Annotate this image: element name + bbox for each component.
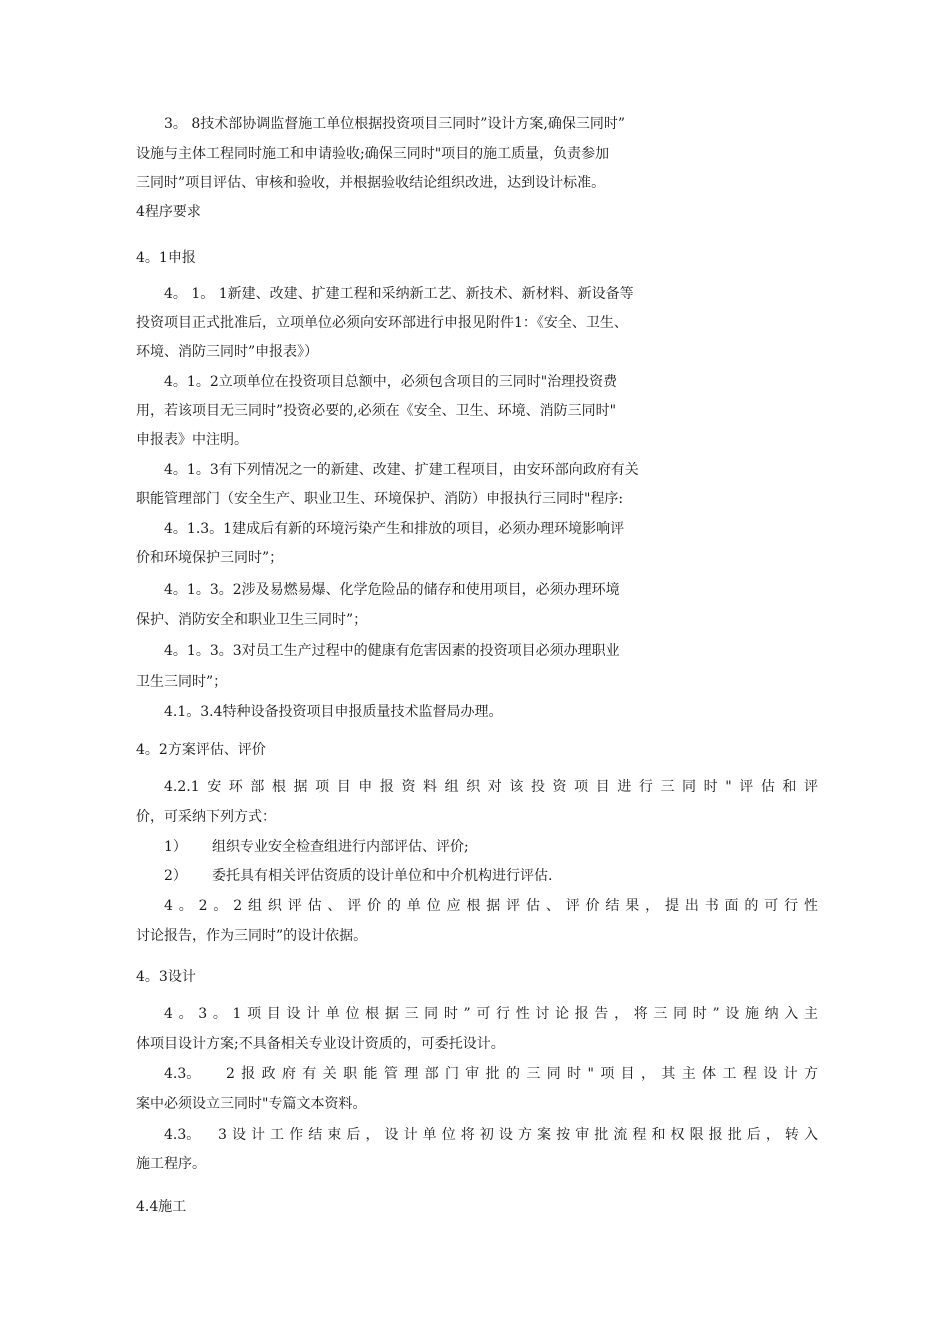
section-heading-4-4: 4.4施工: [136, 1199, 187, 1215]
paragraph-4-1-3-3-line-1: 4。1。3。3对员工生产过程中的健康有危害因素的投资项目必须办理职业: [164, 643, 620, 659]
list-marker-2: 2）: [164, 868, 187, 884]
paragraph-4-3-2-line-1: 2报政府有关职能管理部门审批的三同时"项目，其主体工程设计方: [226, 1066, 818, 1082]
section-heading-4-3: 4。3设计: [136, 969, 196, 985]
paragraph-3-8-line-1: 3。 8技术部协调监督施工单位根据投资项目三同时”设计方案,确保三同时”: [164, 116, 626, 132]
paragraph-4-3-2-number: 4.3。: [164, 1066, 201, 1082]
list-item-1: 组织专业安全检查组进行内部评估、评价;: [212, 839, 469, 855]
paragraph-4-1-3-1-line-2: 价和环境保护三同时”；: [136, 550, 284, 566]
paragraph-4-1-1-line-2: 投资项目正式批准后，立项单位必须向安环部进行申报见附件1：《安全、卫生、: [136, 315, 628, 331]
paragraph-4-1-3-1-line-1: 4。1.3。1建成后有新的环境污染产生和排放的项目，必须办理环境影响评: [164, 521, 625, 537]
paragraph-4-1-2-line-3: 申报表》中注明。: [136, 432, 248, 448]
paragraph-4-1-1-line-3: 环境、消防三同时”申报表》）: [136, 344, 319, 360]
list-item-2: 委托具有相关评估资质的设计单位和中介机构进行评估.: [212, 868, 553, 884]
paragraph-4-3-1-line-1: 4。3。1项目设计单位根据三同时”可行性讨论报告，将三同时”设施纳入主: [164, 1006, 818, 1022]
paragraph-3-8-line-3: 三同时”项目评估、审核和验收，并根据验收结论组织改进，达到设计标准。: [136, 175, 606, 191]
paragraph-4-2-1-line-1: 4.2.1安环部根据项目申报资料组织对该投资项目进行三同时"评估和评: [164, 779, 818, 795]
paragraph-4-1-1-line-1: 4。 1。 1新建、改建、扩建工程和采纳新工艺、新技术、新材料、新设备等: [164, 286, 634, 302]
paragraph-4-3-3-line-2: 施工程序。: [136, 1156, 206, 1172]
paragraph-4-1-3-2-line-1: 4。1。3。2涉及易燃易爆、化学危险品的储存和使用项目，必须办理环境: [164, 582, 620, 598]
section-heading-4-2: 4。2方案评估、评价: [136, 742, 266, 758]
paragraph-4-1-2-line-2: 用，若该项目无三同时”投资必要的,必须在《安全、卫生、环境、消防三同时": [136, 403, 617, 419]
paragraph-3-8-line-2: 设施与主体工程同时施工和申请验收;确保三同时"项目的施工质量，负责参加: [136, 146, 610, 162]
paragraph-4-1-3-4: 4.1。3.4特种设备投资项目申报质量技术监督局办理。: [164, 704, 503, 720]
paragraph-4-1-3-line-1: 4。1。3有下列情况之一的新建、改建、扩建工程项目，由安环部向政府有关: [164, 462, 639, 478]
paragraph-4-1-2-line-1: 4。1。2立项单位在投资项目总额中，必须包含项目的三同时"治理投资费: [164, 374, 618, 390]
paragraph-4-2-2-line-1: 4。2。2组织评估、评价的单位应根据评估、评价结果，提出书面的可行性: [164, 898, 818, 914]
paragraph-4-3-3-number: 4.3。: [164, 1127, 201, 1143]
paragraph-4-3-1-line-2: 体项目设计方案;不具备相关专业设计资质的，可委托设计。: [136, 1036, 505, 1052]
paragraph-4-1-3-3-line-2: 卫生三同时”；: [136, 674, 228, 690]
section-heading-4: 4程序要求: [136, 204, 201, 220]
paragraph-4-3-3-line-1: 3设计工作结束后，设计单位将初设方案按审批流程和权限报批后，转入: [218, 1127, 818, 1143]
paragraph-4-2-2-line-2: 讨论报告，作为三同时”的设计依据。: [136, 928, 368, 944]
paragraph-4-2-1-line-2: 价，可采纳下列方式：: [136, 809, 276, 825]
paragraph-4-1-3-line-2: 职能管理部门（安全生产、职业卫生、环境保护、消防）申报执行三同时"程序:: [136, 491, 624, 507]
list-marker-1: 1）: [164, 839, 187, 855]
section-heading-4-1: 4。1申报: [136, 250, 196, 266]
paragraph-4-3-2-line-2: 案中必须设立三同时"专篇文本资料。: [136, 1096, 367, 1112]
paragraph-4-1-3-2-line-2: 保护、消防安全和职业卫生三同时”；: [136, 612, 368, 628]
